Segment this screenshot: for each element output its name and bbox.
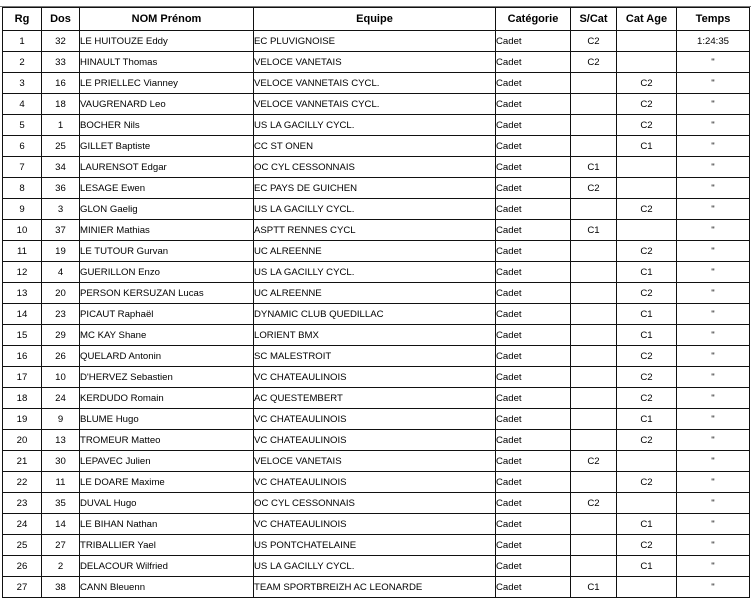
cell-team: CC ST ONEN xyxy=(254,136,496,157)
cell-name: GLON Gaelig xyxy=(80,199,254,220)
cell-rank: 15 xyxy=(3,325,42,346)
cell-bib: 19 xyxy=(42,241,80,262)
cell-time: " xyxy=(677,52,750,73)
table-row xyxy=(3,220,750,241)
cell-rank: 12 xyxy=(3,262,42,283)
cell-category: Cadet xyxy=(496,52,571,73)
table-row xyxy=(3,136,750,157)
cell-rank: 27 xyxy=(3,577,42,598)
cell-name: LEPAVEC Julien xyxy=(80,451,254,472)
cell-name: LAURENSOT Edgar xyxy=(80,157,254,178)
cell-subcat xyxy=(571,136,617,157)
cell-age-cat: C1 xyxy=(617,304,677,325)
cell-subcat xyxy=(571,73,617,94)
cell-team: US LA GACILLY CYCL. xyxy=(254,262,496,283)
cell-category: Cadet xyxy=(496,346,571,367)
cell-team: OC CYL CESSONNAIS xyxy=(254,493,496,514)
cell-team: US LA GACILLY CYCL. xyxy=(254,556,496,577)
cell-rank: 25 xyxy=(3,535,42,556)
cell-time: " xyxy=(677,325,750,346)
cell-bib: 37 xyxy=(42,220,80,241)
cell-time: " xyxy=(677,115,750,136)
cell-rank: 11 xyxy=(3,241,42,262)
cell-time: " xyxy=(677,493,750,514)
cell-name: LE TUTOUR Gurvan xyxy=(80,241,254,262)
cell-name: MC KAY Shane xyxy=(80,325,254,346)
cell-bib: 29 xyxy=(42,325,80,346)
cell-category: Cadet xyxy=(496,514,571,535)
table-row xyxy=(3,241,750,262)
cell-team: VC CHATEAULINOIS xyxy=(254,430,496,451)
cell-age-cat: C2 xyxy=(617,73,677,94)
cell-age-cat: C2 xyxy=(617,430,677,451)
cell-bib: 30 xyxy=(42,451,80,472)
top-border xyxy=(0,0,751,7)
cell-bib: 27 xyxy=(42,535,80,556)
cell-time: " xyxy=(677,199,750,220)
cell-subcat xyxy=(571,199,617,220)
cell-category: Cadet xyxy=(496,451,571,472)
cell-category: Cadet xyxy=(496,157,571,178)
cell-time: " xyxy=(677,388,750,409)
cell-rank: 3 xyxy=(3,73,42,94)
table-row xyxy=(3,535,750,556)
cell-category: Cadet xyxy=(496,430,571,451)
table-row xyxy=(3,178,750,199)
cell-category: Cadet xyxy=(496,94,571,115)
cell-category: Cadet xyxy=(496,556,571,577)
cell-name: TROMEUR Matteo xyxy=(80,430,254,451)
cell-name: GILLET Baptiste xyxy=(80,136,254,157)
cell-category: Cadet xyxy=(496,367,571,388)
cell-time: " xyxy=(677,157,750,178)
table-row xyxy=(3,73,750,94)
table-row xyxy=(3,115,750,136)
cell-subcat xyxy=(571,94,617,115)
cell-age-cat xyxy=(617,220,677,241)
cell-category: Cadet xyxy=(496,220,571,241)
table-row xyxy=(3,472,750,493)
cell-category: Cadet xyxy=(496,493,571,514)
cell-rank: 7 xyxy=(3,157,42,178)
cell-time: " xyxy=(677,178,750,199)
cell-bib: 33 xyxy=(42,52,80,73)
cell-time: " xyxy=(677,241,750,262)
cell-rank: 2 xyxy=(3,52,42,73)
cell-age-cat: C2 xyxy=(617,115,677,136)
cell-name: QUELARD Antonin xyxy=(80,346,254,367)
cell-bib: 9 xyxy=(42,409,80,430)
cell-category: Cadet xyxy=(496,535,571,556)
table-row xyxy=(3,409,750,430)
table-row xyxy=(3,577,750,598)
cell-subcat: C2 xyxy=(571,31,617,52)
cell-name: LESAGE Ewen xyxy=(80,178,254,199)
cell-bib: 11 xyxy=(42,472,80,493)
cell-team: TEAM SPORTBREIZH AC LEONARDE xyxy=(254,577,496,598)
cell-subcat: C2 xyxy=(571,178,617,199)
cell-name: D'HERVEZ Sebastien xyxy=(80,367,254,388)
cell-rank: 19 xyxy=(3,409,42,430)
cell-category: Cadet xyxy=(496,31,571,52)
cell-age-cat: C2 xyxy=(617,367,677,388)
cell-rank: 5 xyxy=(3,115,42,136)
header-team: Equipe xyxy=(254,8,496,31)
cell-bib: 20 xyxy=(42,283,80,304)
cell-age-cat xyxy=(617,52,677,73)
cell-rank: 20 xyxy=(3,430,42,451)
cell-subcat xyxy=(571,115,617,136)
table-row xyxy=(3,262,750,283)
cell-time: " xyxy=(677,556,750,577)
cell-time: " xyxy=(677,577,750,598)
cell-bib: 36 xyxy=(42,178,80,199)
cell-age-cat xyxy=(617,451,677,472)
cell-subcat: C2 xyxy=(571,451,617,472)
cell-bib: 35 xyxy=(42,493,80,514)
cell-name: LE DOARE Maxime xyxy=(80,472,254,493)
cell-name: PERSON KERSUZAN Lucas xyxy=(80,283,254,304)
cell-category: Cadet xyxy=(496,262,571,283)
cell-time: " xyxy=(677,73,750,94)
table-row xyxy=(3,199,750,220)
cell-team: VC CHATEAULINOIS xyxy=(254,514,496,535)
cell-team: VELOCE VANNETAIS CYCL. xyxy=(254,94,496,115)
cell-time: " xyxy=(677,220,750,241)
cell-team: UC ALREENNE xyxy=(254,283,496,304)
cell-time: " xyxy=(677,367,750,388)
cell-time: " xyxy=(677,409,750,430)
cell-age-cat xyxy=(617,577,677,598)
table-row xyxy=(3,31,750,52)
table-row xyxy=(3,556,750,577)
cell-age-cat: C2 xyxy=(617,241,677,262)
cell-subcat xyxy=(571,346,617,367)
cell-rank: 13 xyxy=(3,283,42,304)
cell-category: Cadet xyxy=(496,577,571,598)
cell-team: VELOCE VANETAIS xyxy=(254,451,496,472)
table-row xyxy=(3,493,750,514)
cell-time: " xyxy=(677,94,750,115)
cell-rank: 18 xyxy=(3,388,42,409)
table-row xyxy=(3,52,750,73)
cell-time: " xyxy=(677,283,750,304)
cell-name: PICAUT Raphaël xyxy=(80,304,254,325)
table-row xyxy=(3,325,750,346)
cell-age-cat: C2 xyxy=(617,283,677,304)
cell-age-cat: C1 xyxy=(617,514,677,535)
cell-age-cat xyxy=(617,493,677,514)
header-category: Catégorie xyxy=(496,8,571,31)
cell-subcat xyxy=(571,472,617,493)
header-bib: Dos xyxy=(42,8,80,31)
cell-team: OC CYL CESSONNAIS xyxy=(254,157,496,178)
cell-team: AC QUESTEMBERT xyxy=(254,388,496,409)
cell-subcat: C1 xyxy=(571,577,617,598)
cell-category: Cadet xyxy=(496,283,571,304)
cell-category: Cadet xyxy=(496,472,571,493)
cell-time: " xyxy=(677,472,750,493)
cell-name: BLUME Hugo xyxy=(80,409,254,430)
cell-rank: 24 xyxy=(3,514,42,535)
cell-team: US LA GACILLY CYCL. xyxy=(254,199,496,220)
cell-subcat: C1 xyxy=(571,157,617,178)
cell-age-cat: C2 xyxy=(617,535,677,556)
cell-bib: 3 xyxy=(42,199,80,220)
cell-time: 1:24:35 xyxy=(677,31,750,52)
cell-bib: 16 xyxy=(42,73,80,94)
cell-team: EC PAYS DE GUICHEN xyxy=(254,178,496,199)
cell-bib: 14 xyxy=(42,514,80,535)
cell-rank: 17 xyxy=(3,367,42,388)
cell-bib: 2 xyxy=(42,556,80,577)
cell-rank: 22 xyxy=(3,472,42,493)
cell-time: " xyxy=(677,430,750,451)
cell-subcat xyxy=(571,430,617,451)
cell-age-cat: C1 xyxy=(617,325,677,346)
cell-bib: 23 xyxy=(42,304,80,325)
cell-time: " xyxy=(677,304,750,325)
cell-subcat xyxy=(571,367,617,388)
cell-bib: 4 xyxy=(42,262,80,283)
cell-team: SC MALESTROIT xyxy=(254,346,496,367)
cell-category: Cadet xyxy=(496,409,571,430)
cell-subcat xyxy=(571,535,617,556)
cell-rank: 4 xyxy=(3,94,42,115)
header-rank: Rg xyxy=(3,8,42,31)
cell-subcat xyxy=(571,325,617,346)
table-row xyxy=(3,283,750,304)
cell-age-cat: C2 xyxy=(617,94,677,115)
cell-age-cat: C1 xyxy=(617,262,677,283)
cell-category: Cadet xyxy=(496,136,571,157)
cell-rank: 10 xyxy=(3,220,42,241)
cell-rank: 16 xyxy=(3,346,42,367)
cell-category: Cadet xyxy=(496,199,571,220)
cell-rank: 26 xyxy=(3,556,42,577)
cell-name: KERDUDO Romain xyxy=(80,388,254,409)
cell-team: VC CHATEAULINOIS xyxy=(254,367,496,388)
cell-subcat xyxy=(571,556,617,577)
cell-time: " xyxy=(677,346,750,367)
cell-bib: 1 xyxy=(42,115,80,136)
header-name: NOM Prénom xyxy=(80,8,254,31)
header-row xyxy=(3,8,750,31)
cell-name: LE HUITOUZE Eddy xyxy=(80,31,254,52)
cell-name: LE BIHAN Nathan xyxy=(80,514,254,535)
cell-subcat: C2 xyxy=(571,493,617,514)
cell-name: LE PRIELLEC Vianney xyxy=(80,73,254,94)
cell-bib: 32 xyxy=(42,31,80,52)
cell-rank: 21 xyxy=(3,451,42,472)
header-subcat: S/Cat xyxy=(571,8,617,31)
cell-category: Cadet xyxy=(496,241,571,262)
cell-team: VC CHATEAULINOIS xyxy=(254,409,496,430)
cell-team: DYNAMIC CLUB QUEDILLAC xyxy=(254,304,496,325)
cell-name: GUERILLON Enzo xyxy=(80,262,254,283)
cell-subcat xyxy=(571,388,617,409)
cell-age-cat: C2 xyxy=(617,388,677,409)
cell-team: US LA GACILLY CYCL. xyxy=(254,115,496,136)
cell-bib: 25 xyxy=(42,136,80,157)
cell-team: UC ALREENNE xyxy=(254,241,496,262)
cell-bib: 38 xyxy=(42,577,80,598)
cell-team: LORIENT BMX xyxy=(254,325,496,346)
cell-subcat: C1 xyxy=(571,220,617,241)
cell-age-cat: C1 xyxy=(617,556,677,577)
cell-time: " xyxy=(677,262,750,283)
cell-subcat xyxy=(571,514,617,535)
cell-subcat xyxy=(571,304,617,325)
cell-age-cat: C1 xyxy=(617,136,677,157)
cell-category: Cadet xyxy=(496,73,571,94)
cell-bib: 18 xyxy=(42,94,80,115)
cell-category: Cadet xyxy=(496,178,571,199)
table-row xyxy=(3,514,750,535)
cell-rank: 14 xyxy=(3,304,42,325)
cell-rank: 8 xyxy=(3,178,42,199)
cell-team: ASPTT RENNES CYCL xyxy=(254,220,496,241)
cell-name: HINAULT Thomas xyxy=(80,52,254,73)
cell-team: VC CHATEAULINOIS xyxy=(254,472,496,493)
cell-bib: 34 xyxy=(42,157,80,178)
cell-rank: 23 xyxy=(3,493,42,514)
cell-category: Cadet xyxy=(496,325,571,346)
cell-rank: 9 xyxy=(3,199,42,220)
cell-time: " xyxy=(677,136,750,157)
cell-subcat xyxy=(571,241,617,262)
cell-rank: 1 xyxy=(3,31,42,52)
cell-bib: 26 xyxy=(42,346,80,367)
cell-time: " xyxy=(677,535,750,556)
cell-rank: 6 xyxy=(3,136,42,157)
cell-age-cat: C2 xyxy=(617,472,677,493)
cell-category: Cadet xyxy=(496,304,571,325)
cell-subcat xyxy=(571,262,617,283)
cell-time: " xyxy=(677,514,750,535)
cell-name: MINIER Mathias xyxy=(80,220,254,241)
table-row xyxy=(3,430,750,451)
cell-team: VELOCE VANETAIS xyxy=(254,52,496,73)
cell-age-cat: C2 xyxy=(617,346,677,367)
cell-age-cat xyxy=(617,157,677,178)
header-time: Temps xyxy=(677,8,750,31)
cell-bib: 24 xyxy=(42,388,80,409)
cell-age-cat: C1 xyxy=(617,409,677,430)
table-row xyxy=(3,451,750,472)
cell-name: CANN Bleuenn xyxy=(80,577,254,598)
table-row xyxy=(3,367,750,388)
cell-name: TRIBALLIER Yael xyxy=(80,535,254,556)
cell-subcat xyxy=(571,409,617,430)
cell-name: BOCHER Nils xyxy=(80,115,254,136)
results-body xyxy=(3,31,750,598)
cell-time: " xyxy=(677,451,750,472)
results-table xyxy=(2,7,750,598)
cell-team: US PONTCHATELAINE xyxy=(254,535,496,556)
cell-age-cat: C2 xyxy=(617,199,677,220)
cell-team: EC PLUVIGNOISE xyxy=(254,31,496,52)
cell-subcat xyxy=(571,283,617,304)
cell-age-cat xyxy=(617,31,677,52)
table-row xyxy=(3,157,750,178)
cell-bib: 13 xyxy=(42,430,80,451)
table-row xyxy=(3,94,750,115)
table-row xyxy=(3,388,750,409)
cell-category: Cadet xyxy=(496,115,571,136)
cell-category: Cadet xyxy=(496,388,571,409)
cell-name: DUVAL Hugo xyxy=(80,493,254,514)
cell-age-cat xyxy=(617,178,677,199)
cell-name: DELACOUR Wilfried xyxy=(80,556,254,577)
table-row xyxy=(3,346,750,367)
cell-team: VELOCE VANNETAIS CYCL. xyxy=(254,73,496,94)
cell-subcat: C2 xyxy=(571,52,617,73)
header-age-cat: Cat Age xyxy=(617,8,677,31)
cell-bib: 10 xyxy=(42,367,80,388)
table-row xyxy=(3,304,750,325)
cell-name: VAUGRENARD Leo xyxy=(80,94,254,115)
